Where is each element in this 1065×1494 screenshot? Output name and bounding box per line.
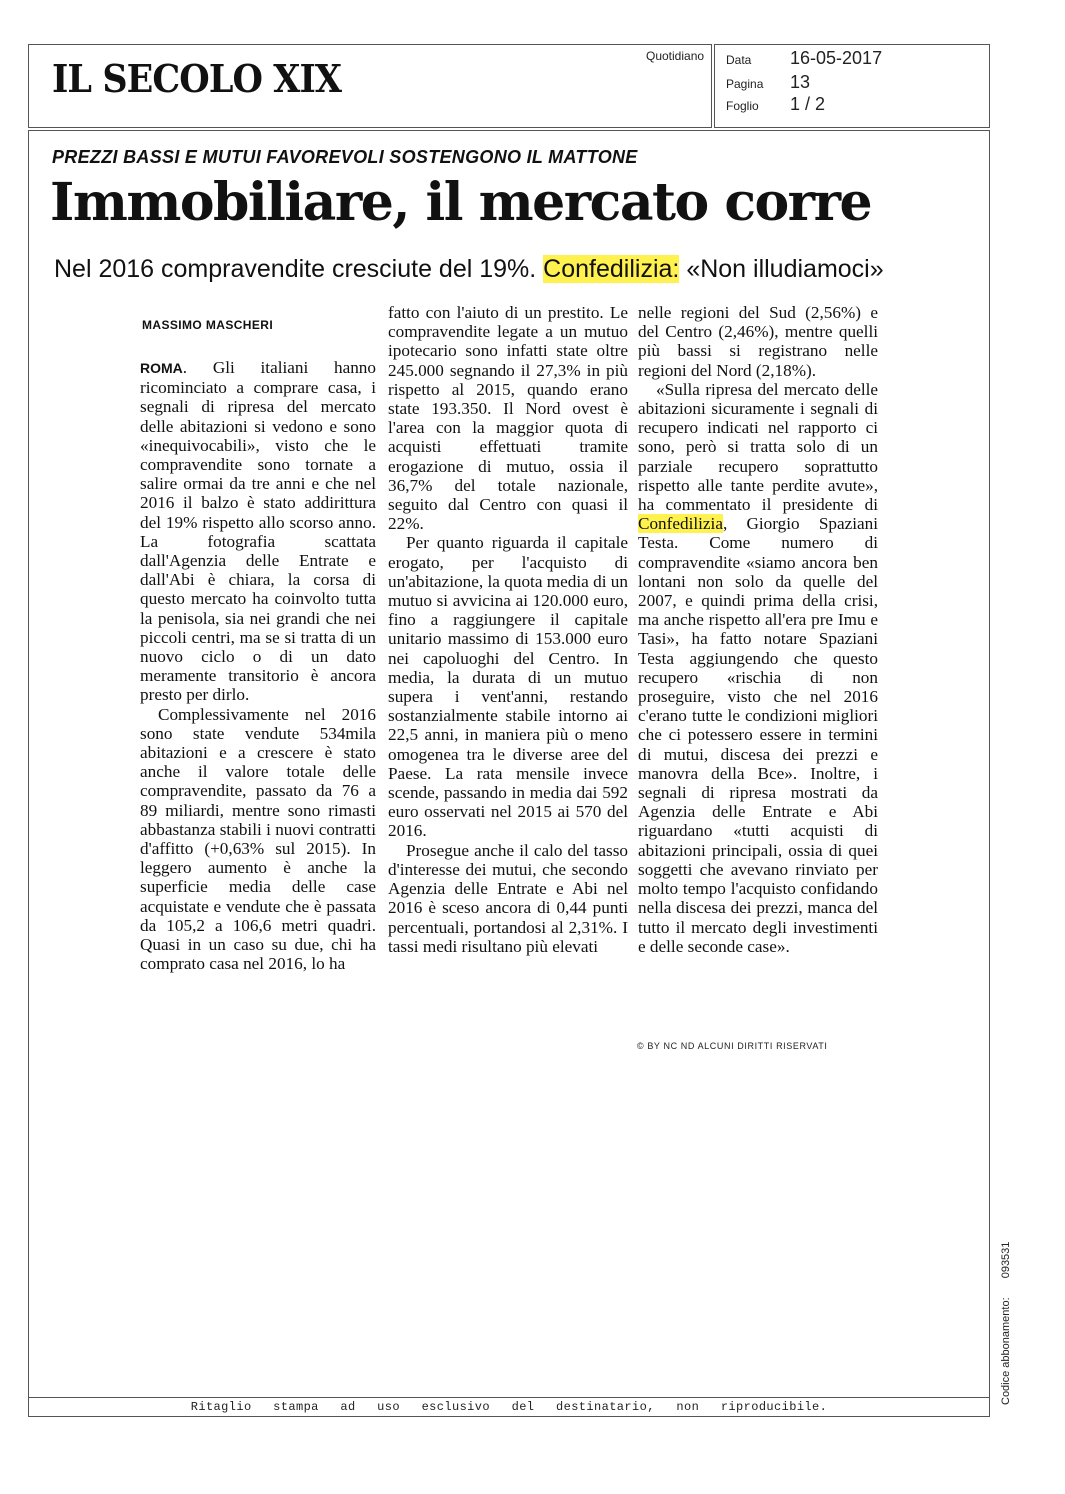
column-1-paragraph-1-text: . Gli italiani hanno ricominciato a comprare casa, i segnali di ripresa del mercato delle abitazioni si vedono e sono «inequivocabili», visto che le compravendite sono tornate a salire ormai da tre anni e che nel 2016 il balzo è stato addirittura del 19% rispetto allo scorso anno. La fotografia scattata dall'Agenzia delle Entrate e dall'Abi è chiara, la corsa di questo mercato ha coinvolto tutta la penisola, sia nei grandi che nei piccoli centri, ma se si tratta di un nuovo ciclo o di un dato meramente transitorio è ancora presto per dirlo. (140, 358, 376, 705)
subscription-code-label: Codice abbonamento: (1000, 1297, 1012, 1405)
column-3-paragraph-2-rest: , Giorgio Spaziani Testa. Come numero di compravendite «siamo ancora ben lontani non solo da quelle del 2007, e quindi prima della crisi, ma anche rispetto all'era pre Imu e Tasi», ha fatto notare Spaziani Testa aggiungendo che questo recupero «rischia di non proseguire, visto che nel 2016 c'erano tutte le condizioni migliori che ci potessero essere in termini di mutui, discesa dei prezzi e manovra della Bce». Inoltre, i segnali di ripresa mostrati da Agenzia delle Entrate e Abi riguardano «tutti acquisti di abitazioni principali, ossia di quei soggetti che avevano rinviato per molto tempo l'acquisto confidando nella discesa dei prezzi, manca del tutto il mercato degli investimenti e delle seconde case». (638, 514, 878, 956)
clipping-footer: Ritaglio stampa ad uso esclusivo del destinatario, non riproducibile. (28, 1397, 990, 1417)
date-value: 16-05-2017 (790, 48, 883, 68)
article-column-3 (638, 303, 878, 956)
article-column-2 (388, 303, 628, 956)
subscription-code-value: 093531 (1000, 1241, 1012, 1279)
page-value: 13 (790, 72, 811, 92)
column-1-paragraph-1 (140, 358, 376, 705)
article-author: MASSIMO MASCHERI (142, 318, 274, 332)
copyright-notice: © BY NC ND ALCUNI DIRITTI RISERVATI (637, 1041, 828, 1051)
article-headline: Immobiliare, il mercato corre (50, 172, 872, 233)
subscription-code (1000, 1242, 1012, 1405)
article-kicker: PREZZI BASSI E MUTUI FAVOREVOLI SOSTENGONO IL MATTONE (52, 147, 638, 167)
article-subhead (54, 255, 884, 284)
column-3-paragraph-1: nelle regioni del Sud (2,56%) e del Centro (2,46%), mentre quelli più bassi si registrano nelle regioni del Nord (2,18%). (638, 303, 878, 380)
column-2-paragraph-3: Prosegue anche il calo del tasso d'interesse dei mutui, che secondo Agenzia delle Entrate e Abi nel 2016 è sceso ancora di 0,44 punti percentuali, portandosi al 2,31%. I tassi medi risultano più elevati (388, 840, 628, 956)
publication-type: Quotidiano (646, 49, 705, 63)
column-3-paragraph-2-text: «Sulla ripresa del mercato delle abitazioni sicuramente i segnali di recupero indicati nel rapporto ci sono, però si tratta solo di un parziale recupero soprattutto rispetto alle tante perdite avute», ha commentato il presidente di (638, 379, 878, 515)
column-3-paragraph-2 (638, 380, 878, 956)
subhead-text: Nel 2016 compravendite cresciute del 19%. (54, 255, 537, 283)
column-2-paragraph-2: Per quanto riguarda il capitale erogato, per l'acquisto di un'abitazione, la quota media di un mutuo si avvicina ai 120.000 euro, fino a raggiungere il capitale unitario massimo di 153.000 euro nei capoluoghi del Centro. In media, la durata di un mutuo supera i vent'anni, restando sostanzialmente stabile intorno ai 22,5 anni, in maniera più o meno omogenea tra le diverse aree del Paese. La rata mensile invece scende, passando in media dai 592 euro osservati nel 2015 ai 570 del 2016. (388, 533, 628, 841)
column-2-paragraph-1: fatto con l'aiuto di un prestito. Le compravendite legate a un mutuo ipotecario sono infatti state oltre 245.000 segnando il 27,3% in più rispetto al 2015, quando erano state 193.350. Il Nord ovest è l'area con la maggior quota di acquisti effettuati tramite erogazione di mutuo, ossia il 36,7% del totale nazionale, seguito dal Centro con quasi il 22%. (388, 303, 628, 534)
sheet-label: Foglio (726, 99, 759, 113)
article-column-1 (140, 358, 376, 974)
column-1-paragraph-2: Complessivamente nel 2016 sono state vendute 534mila abitazioni e a crescere è stato anche il valore totale delle compravendite, passato da 76 a 89 miliardi, mentre sono rimasti abbastanza stabili i nuovi contratti d'affitto (+0,63% sul 2015). In leggero aumento è anche la superficie media delle case acquistate e vendute che è passata da 105,2 a 106,6 metri quadri. Quasi in un caso su due, chi ha comprato casa nel 2016, lo ha (140, 704, 376, 974)
date-label: Data (726, 53, 752, 67)
confedilizia-highlight: Confedilizia (638, 514, 723, 534)
sheet-value: 1 / 2 (790, 94, 826, 114)
page-label: Pagina (726, 77, 764, 91)
dateline: ROMA (140, 360, 183, 376)
subhead-highlight: Confedilizia: (543, 255, 680, 283)
newspaper-logo: IL SECOLO XIX (52, 56, 342, 101)
subhead-quote: «Non illudiamoci» (686, 255, 884, 283)
